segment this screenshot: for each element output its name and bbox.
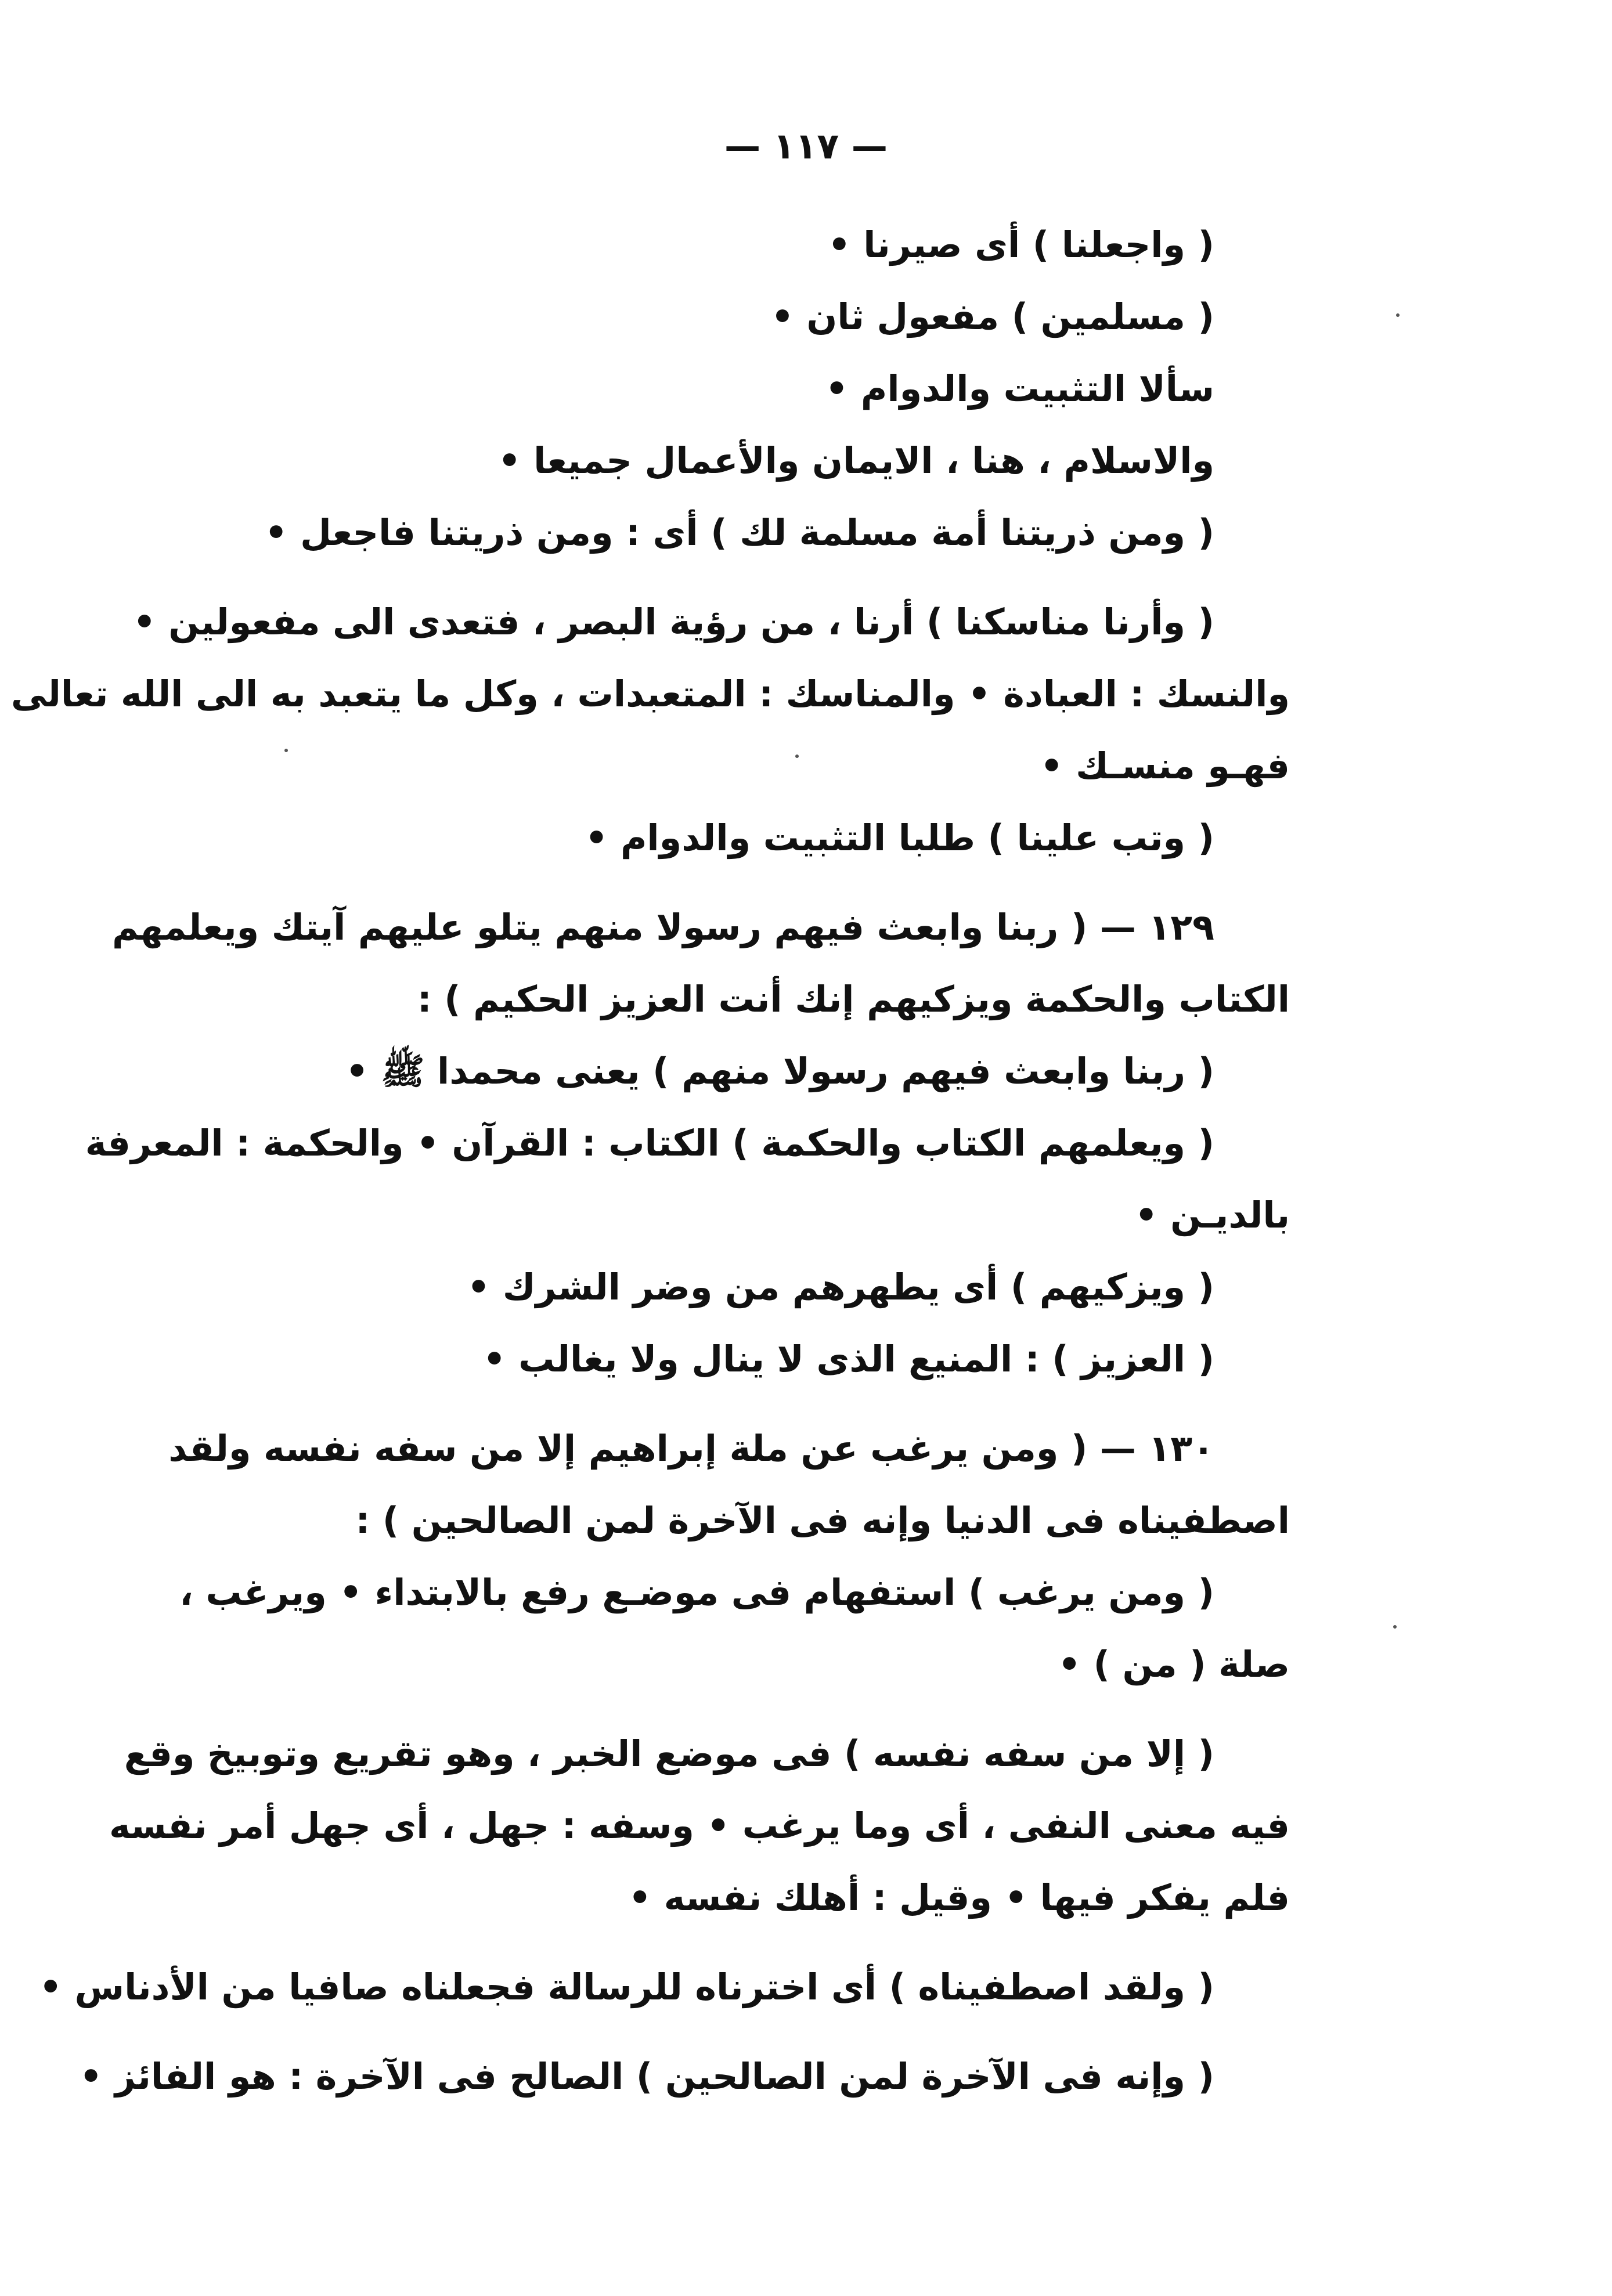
text-line: فيه معنى النفى ، أى وما يرغب • وسفه : جهل ، أى جهل أمر نفسه (109, 1804, 1290, 1847)
verse-heading: ١٢٩ — ( ربنا وابعث فيهم رسولا منهم يتلو عليهم آيتك ويعلمهم (111, 906, 1214, 948)
text-line: ( ولقد اصطفيناه ) أى اخترناه للرسالة فجعلناه صافيا من الأدناس • (39, 1966, 1214, 2008)
verse-heading: اصطفيناه فى الدنيا وإنه فى الآخرة لمن الصالحين ) : (355, 1499, 1290, 1542)
text-line: فلم يفكر فيها • وقيل : أهلك نفسه • (628, 1876, 1290, 1919)
text-line: ( ويعلمهم الكتاب والحكمة ) الكتاب : القرآن • والحكمة : المعرفة (85, 1122, 1214, 1164)
text-line: والاسلام ، هنا ، الايمان والأعمال جميعا • (497, 439, 1214, 482)
text-line: ( واجعلنا ) أى صيرنا • (827, 223, 1214, 266)
text-line: ( ربنا وابعث فيهم رسولا منهم ) يعنى محمدا ﷺ • (345, 1050, 1214, 1092)
text-line: ( ومن يرغب ) استفهام فى موضـع رفع بالابتداء • ويرغب ، (179, 1571, 1214, 1613)
text-line: ( وإنه فى الآخرة لمن الصالحين ) الصالح فى الآخرة : هو الفائز • (79, 2055, 1214, 2098)
verse-heading: ١٣٠ — ( ومن يرغب عن ملة إبراهيم إلا من سفه نفسه ولقد (168, 1427, 1214, 1470)
text-line: ( العزيز ) : المنيع الذى لا ينال ولا يغالب • (482, 1338, 1214, 1380)
text-line: صلة ( من ) • (1058, 1643, 1290, 1685)
text-line: ( وتب علينا ) طلبا التثبيت والدوام • (585, 817, 1214, 859)
text-line: والنسك : العبادة • والمناسك : المتعبدات ، وكل ما يتعبد به الى الله تعالى (10, 673, 1290, 715)
text-line: ( وأرنا مناسكنا ) أرنا ، من رؤية البصر ، فتعدى الى مفعولين • (133, 601, 1214, 643)
page-number: — ١١٧ — (724, 125, 888, 167)
text-line: بالديـن • (1134, 1194, 1290, 1236)
scan-speck (795, 754, 799, 758)
body-text (10, 209, 1290, 2113)
scan-speck (284, 749, 288, 752)
text-line: ( إلا من سفه نفسه ) فى موضع الخبر ، وهو تقريع وتوبيخ وقع (124, 1732, 1214, 1775)
text-line: ( ويزكيهم ) أى يطهرهم من وضر الشرك • (467, 1266, 1214, 1308)
text-line: ( مسلمين ) مفعول ثان • (771, 295, 1214, 338)
verse-heading: الكتاب والحكمة ويزكيهم إنك أنت العزيز الحكيم ) : (417, 978, 1290, 1020)
text-line: فهـو منسـك • (1040, 745, 1290, 787)
scan-speck (1393, 1625, 1397, 1629)
text-line: ( ومن ذريتنا أمة مسلمة لك ) أى : ومن ذريتنا فاجعل • (264, 511, 1214, 554)
text-line: سألا التثبيت والدوام • (825, 367, 1214, 410)
scan-speck (1396, 313, 1400, 317)
